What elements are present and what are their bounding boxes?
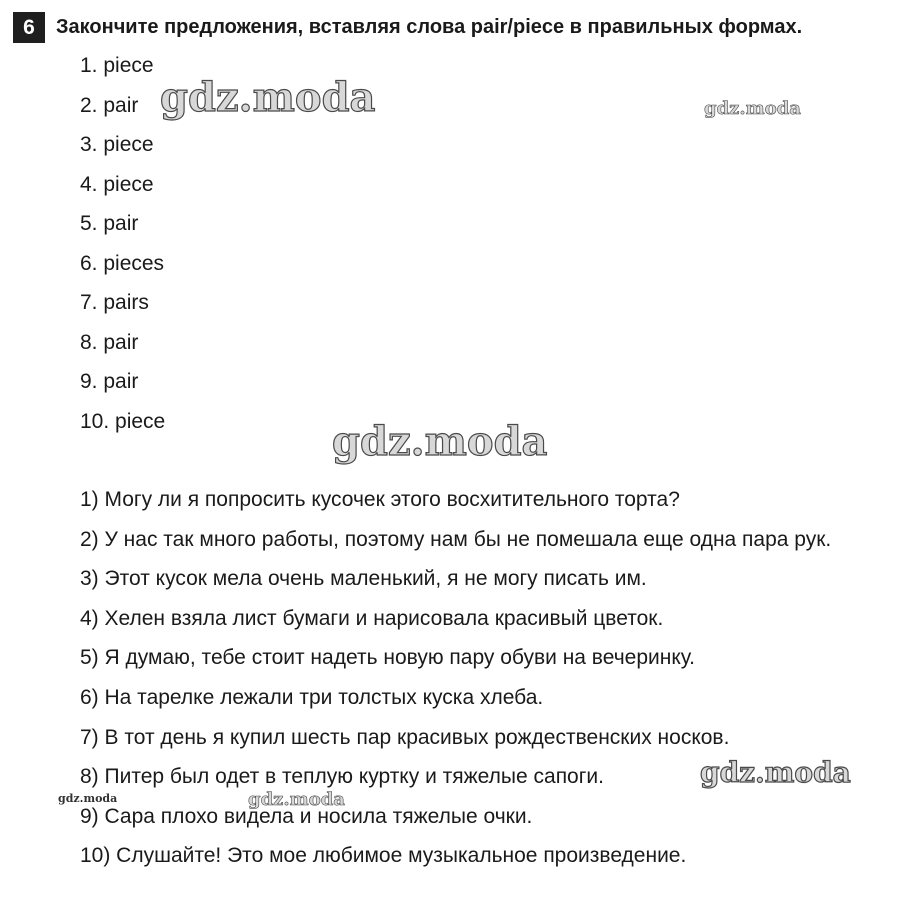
watermark: gdz.moda [160, 74, 376, 121]
watermark: gdz.moda [700, 756, 851, 789]
translation-item: 5) Я думаю, тебе стоит надеть новую пару обуви на вечеринку. [80, 646, 695, 670]
answer-item: 8. pair [80, 330, 139, 354]
translation-item: 3) Этот кусок мела очень маленький, я не могу писать им. [80, 567, 647, 591]
answer-item: 3. piece [80, 133, 154, 156]
translation-item: 7) В тот день я купил шесть пар красивых рождественских носков. [80, 725, 730, 749]
watermark: gdz.moda [248, 789, 345, 810]
translation-item: 2) У нас так много работы, поэтому нам бы не помешала еще одна пара рук. [80, 527, 832, 551]
translation-item: 1) Могу ли я попросить кусочек этого восхитительного торта? [80, 488, 680, 511]
answer-item: 10. piece [80, 409, 166, 433]
translation-item: 8) Питер был одет в теплую куртку и тяжелые сапоги. [80, 765, 604, 789]
watermark: gdz.moda [704, 98, 801, 119]
translation-item: 4) Хелен взяла лист бумаги и нарисовала красивый цветок. [80, 606, 664, 630]
answer-item: 4. piece [80, 172, 154, 196]
watermark: gdz.moda [58, 792, 118, 805]
translations-list [80, 486, 831, 882]
answers-list [80, 52, 165, 447]
answer-item: 2. pair [80, 93, 139, 117]
answer-item: 1. piece [80, 54, 154, 77]
watermark: gdz.moda [332, 418, 548, 465]
answer-item: 9. pair [80, 370, 139, 393]
translation-item: 6) На тарелке лежали три толстых куска хлеба. [80, 685, 544, 709]
translation-item: 10) Слушайте! Это мое любимое музыкальное произведение. [80, 844, 687, 868]
answer-item: 6. pieces [80, 251, 165, 275]
answer-item: 5. pair [80, 212, 139, 235]
answer-item: 7. pairs [80, 291, 149, 314]
task-title: Закончите предложения, вставляя слова pair/piece в правильных формах. [56, 16, 803, 38]
task-number-badge: 6 [13, 12, 45, 43]
translation-item: 9) Сара плохо видела и носила тяжелые очки. [80, 804, 533, 828]
